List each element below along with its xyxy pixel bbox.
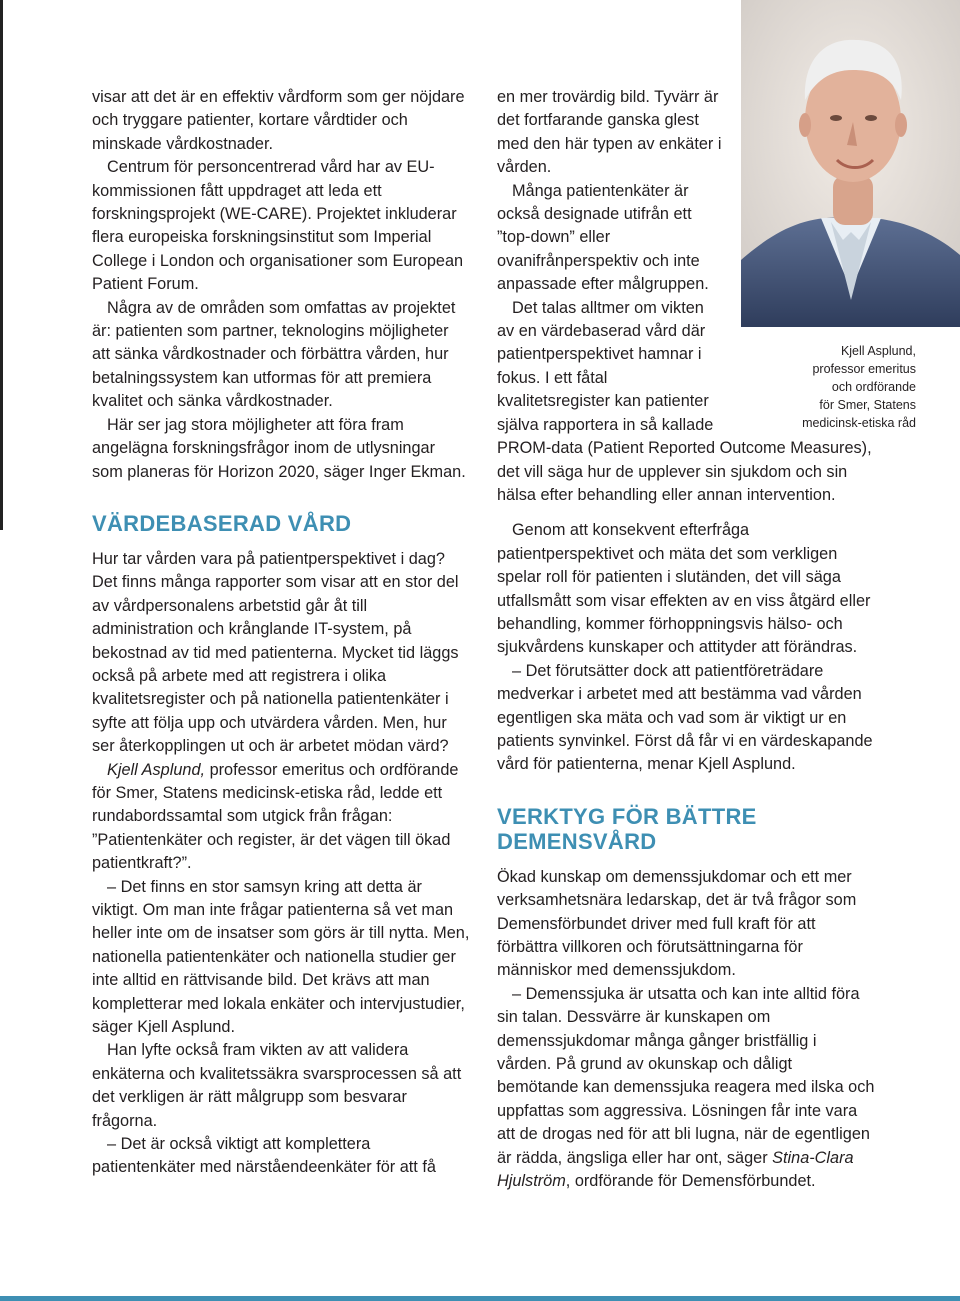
paragraph: Centrum för personcentrerad vård har av EU-kommissionen fått uppdraget att leda ett forskningsprojekt (WE-CARE). Projektet inkluderar flera europeiska forskningsinstitut som Imperial College i London och organisationer som European Patient Forum.: [92, 158, 464, 294]
caption-line: Kjell Asplund,: [840, 344, 916, 358]
caption-line: och ordförande: [831, 380, 916, 394]
paragraph: Genom att konsekvent efterfråga patientperspektivet och mäta det som verkligen spelar roll för patienten i slutänden, det vill säga utfallsmått som visar effekten av en viss åtgärd eller behandling, kommer förhoppningsvis hälso- och sjukvårdens kunskaper och attityder att förändras.: [497, 521, 871, 657]
paragraph: [497, 983, 875, 1194]
paragraph: Han lyfte också fram vikten av att validera enkäterna och kvalitetssäkra svarsprocessen så att det verkligen är rätt målgrupp som besvarar frågorna.: [92, 1041, 462, 1130]
paragraph: Ökad kunskap om demenssjukdomar och ett mer verksamhetsnära ledarskap, det är två frågor som Demensförbundet driver med full kraft för att förbättra villkoren och förutsättningarna för människor med demenssjukdom.: [497, 867, 857, 980]
paragraph-text: – Demenssjuka är utsatta och kan inte alltid föra sin talan. Dessvärre är kunskapen om demenssjukdomar många gånger bristfällig i vården. På grund av okunskap och dåligt bemötande kan demenssjuka reagera med ilska och uppfattas som aggressiva. Lösningen får inte vara att de drogas ned för att bli lugna, när de egentligen är rädda, ängsliga eller har ont, säger: [497, 984, 875, 1167]
paragraph: Hur tar vården vara på patientperspektivet i dag? Det finns många rapporter som visar att en stor del av vårdpersonalens arbetstid går åt till administration och krånglande IT-system, på bekostnad av tid med patienterna. Mycket tid läggs också på arbete med att registrera i olika kvalitetsregister och på nationella patientenkäter i syfte att följa upp och utvärdera vården. Men, hur ser återkopplingen ut och är arbetet mödan värd?: [92, 549, 459, 756]
person-name: Stina-Clara Hjulström: [497, 1148, 854, 1191]
paragraph-text: , ordförande för Demensförbundet.: [565, 1172, 816, 1191]
right-column: [497, 86, 875, 1193]
person-name: Kjell Asplund,: [107, 760, 206, 779]
section-heading: VERKTYG FÖR BÄTTRE DEMENSVÅRD: [497, 803, 757, 854]
caption-line: för Smer, Statens: [819, 398, 916, 412]
caption-line: medicinsk-etiska råd: [802, 416, 916, 430]
paragraph: – Det finns en stor samsyn kring att detta är viktigt. Om man inte frågar patienterna så vet man heller inte om de insatser som görs är till nytta. Men, nationella patientenkäter och nationella studier ger inte alltid en rättvisande bild. Det krävs att man kompletterar med lokala enkäter och intervjustudier, säger Kjell Asplund.: [92, 877, 470, 1037]
paragraph: [92, 759, 470, 876]
paragraph: – Det är också viktigt att komplettera patientenkäter med närståendeenkäter för att få: [92, 1135, 436, 1177]
paragraph: Det talas alltmer om vikten av en värdebaserad vård där patientperspektivet hamnar i fokus. I ett fåtal kvalitetsregister kan patienter själva rapportera in så kallade PROM-data (Patient Reported Outcome Measures), det vill säga hur de upplever sin sjukdom och sin hälsa efter behandling eller annan intervention.: [497, 298, 872, 504]
paragraph: en mer trovärdig bild. Tyvärr är det fortfarande ganska glest med den här typen av enkäter i vården.: [497, 88, 722, 177]
paragraph: visar att det är en effektiv vårdform som ger nöjdare och tryggare patienter, kortare vårdtider och minskade vårdkostnader.: [92, 88, 465, 153]
paragraph: Här ser jag stora möjligheter att föra fram angelägna forskningsfrågor inom de utlysningar som planeras för Horizon 2020, säger Inger Ekman.: [92, 415, 466, 481]
paragraph-text: professor emeritus och ordförande för Smer, Statens medicinsk-etiska råd, ledde ett rundabordssamtal som utgick från frågan: ”Patientenkäter och register, är det vägen till ökad patientkraft?”.: [92, 760, 459, 873]
bottom-accent-strip: [0, 1296, 960, 1301]
section-heading: VÄRDEBASERAD VÅRD: [92, 510, 352, 536]
page-edge-strip: [0, 0, 3, 530]
paragraph: – Det förutsätter dock att patientföreträdare medverkar i arbetet med att bestämma vad vården egentligen ska mäta och vad som är viktigt ur en patients synvinkel. Först då får vi en värdeskapande vård för patienterna, menar Kjell Asplund.: [497, 661, 873, 774]
paragraph: Några av de områden som omfattas av projektet är: patienten som partner, teknologins möjligheter att sänka vårdkostnader och förbättra vården, hur betalningssystem kan utformas för att premiera kvalitet och sänka vårdkostnader.: [92, 298, 456, 411]
left-column: [92, 86, 470, 1180]
caption-line: professor emeritus: [812, 362, 916, 376]
figure-wrap-space: [723, 86, 875, 428]
paragraph: Många patientenkäter är också designade utifrån ett ”top-down” eller ovanifrånperspektiv och inte anpassade efter målgruppen.: [497, 181, 709, 294]
